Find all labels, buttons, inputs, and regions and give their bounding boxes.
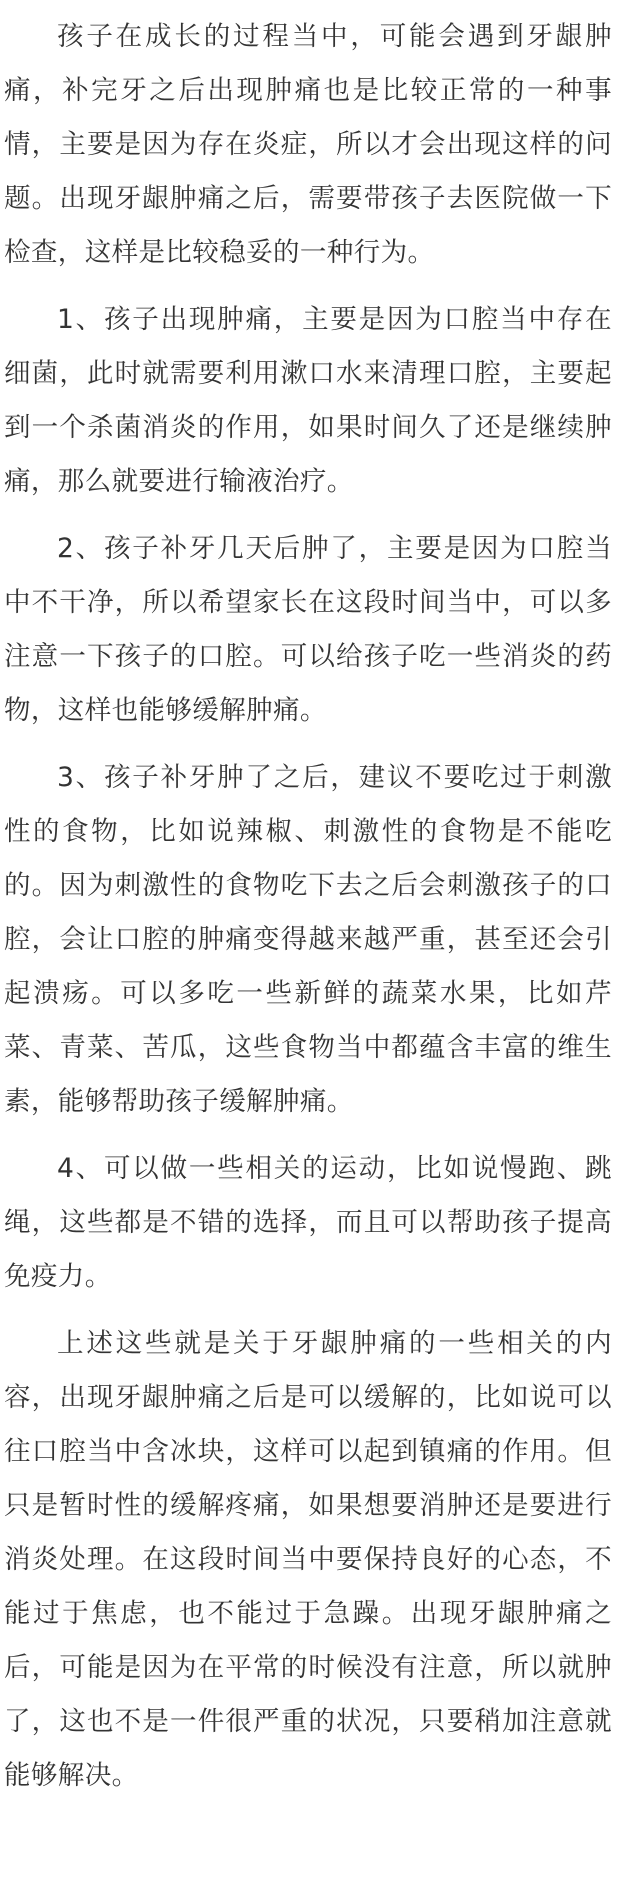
intro-paragraph: 孩子在成长的过程当中，可能会遇到牙龈肿痛，补完牙之后出现肿痛也是比较正常的一种事情，主要是因为存在炎症，所以才会出现这样的问题。出现牙龈肿痛之后，需要带孩子去医院做一下检查，这样是比较稳妥的一种行为。: [4, 21, 612, 268]
point-1-paragraph: 1、孩子出现肿痛，主要是因为口腔当中存在细菌，此时就需要利用漱口水来清理口腔，主要起到一个杀菌消炎的作用，如果时间久了还是继续肿痛，那么就要进行输液治疗。: [4, 304, 612, 497]
conclusion-paragraph: 上述这些就是关于牙龈肿痛的一些相关的内容，出现牙龈肿痛之后是可以缓解的，比如说可以往口腔当中含冰块，这样可以起到镇痛的作用。但只是暂时性的缓解疼痛，如果想要消肿还是要进行消炎处理。在这段时间当中要保持良好的心态，不能过于焦虑，也不能过于急躁。出现牙龈肿痛之后，可能是因为在平常的时候没有注意，所以就肿了，这也不是一件很严重的状况，只要稍加注意就能够解决。: [4, 1328, 612, 1791]
point-3-paragraph: 3、孩子补牙肿了之后，建议不要吃过于刺激性的食物，比如说辣椒、刺激性的食物是不能吃的。因为刺激性的食物吃下去之后会刺激孩子的口腔，会让口腔的肿痛变得越来越严重，甚至还会引起溃疡。可以多吃一些新鲜的蔬菜水果，比如芹菜、青菜、苦瓜，这些食物当中都蕴含丰富的维生素，能够帮助孩子缓解肿痛。: [4, 762, 612, 1117]
point-2-paragraph: 2、孩子补牙几天后肿了，主要是因为口腔当中不干净，所以希望家长在这段时间当中，可以多注意一下孩子的口腔。可以给孩子吃一些消炎的药物，这样也能够缓解肿痛。: [4, 533, 612, 726]
point-4-paragraph: 4、可以做一些相关的运动，比如说慢跑、跳绳，这些都是不错的选择，而且可以帮助孩子提高免疫力。: [4, 1153, 612, 1292]
